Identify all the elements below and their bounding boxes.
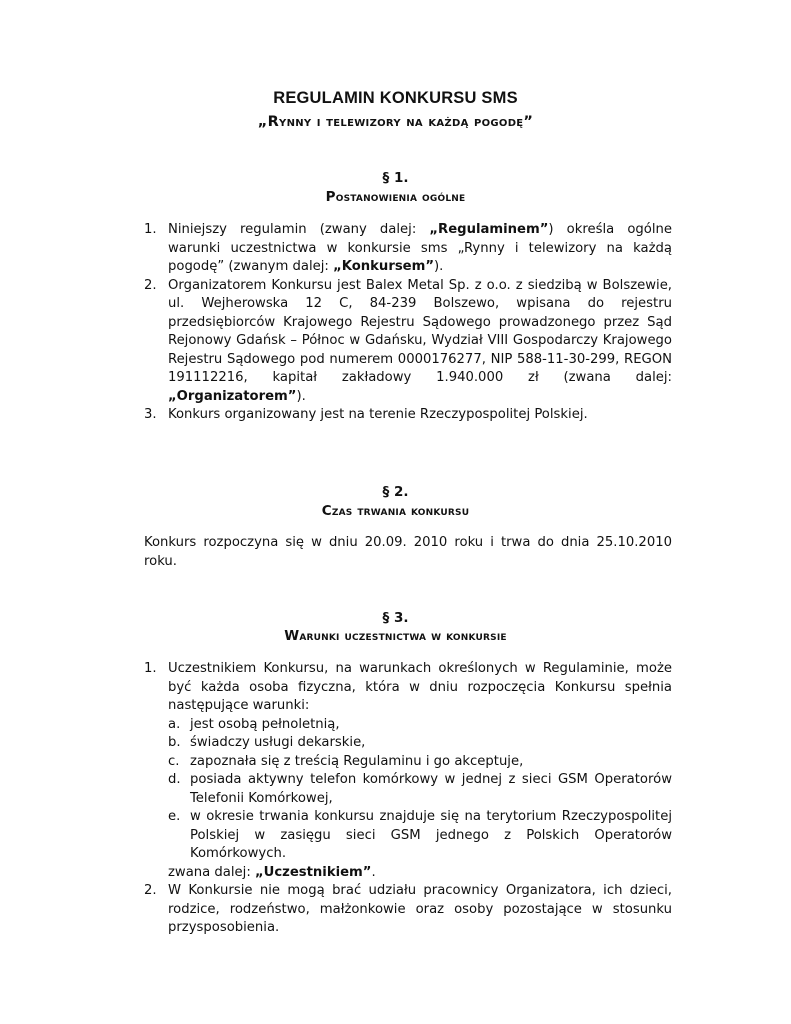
sub-list-item: d. posiada aktywny telefon komórkowy w jednej z sieci GSM Operatorów Telefonii Komórkowej, <box>168 772 672 806</box>
item-number: 1. <box>144 661 157 676</box>
section-3-list <box>144 660 672 938</box>
section-2-number: § 2. <box>382 484 409 500</box>
list-item: 2. Organizatorem Konkursu jest Balex Metal Sp. z o.o. z siedzibą w Bolszewie, ul. Wejherowska 12 C, 84-239 Bolszewo, wpisana do rejestru przedsiębiorców Krajowego Rejestru Sądowego prowadzonego przez Sąd Rejonowy Gdańsk – Północ w Gdańsku, Wydział VIII Gospodarczy Krajowego Rejestru Sądowego pod numerem 0000176277, NIP 588-11-30-299, REGON 191112216, kapitał zakładowy 1.940.000 zł (zwana dalej: „Organizatorem”). <box>144 277 672 404</box>
item-intro: Uczestnikiem Konkursu, na warunkach określonych w Regulaminie, może być każda osoba fizyczna, która w dniu rozpoczęcia Konkursu spełnia następujące warunki: <box>168 661 672 713</box>
conditions-list <box>168 716 672 864</box>
section-3-number: § 3. <box>382 610 409 626</box>
list-item: 1. Niniejszy regulamin (zwany dalej: „Regulaminem”) określa ogólne warunki uczestnictwa w konkursie sms „Rynny i telewizory na każdą pogodę” (zwanym dalej: „Konkursem”). <box>144 222 672 274</box>
section-2-text: Konkurs rozpoczyna się w dniu 20.09. 2010 roku i trwa do dnia 25.10.2010 roku. <box>144 535 672 569</box>
list-item: 2. W Konkursie nie mogą brać udziału pracownicy Organizatora, ich dzieci, rodzice, rodzeństwo, małżonkowie oraz osoby pozostające w stosunku przysposobienia. <box>144 883 672 935</box>
document-title: REGULAMIN KONKURSU SMS <box>273 89 518 107</box>
item-number: 3. <box>144 407 157 422</box>
section-1-list <box>144 221 672 425</box>
section-1-number: § 1. <box>382 170 409 186</box>
sub-list-item: c. zapoznała się z treścią Regulaminu i go akceptuje, <box>168 753 524 769</box>
section-1-heading: Postanowienia ogólne <box>325 189 466 205</box>
section-3-heading: Warunki uczestnictwa w konkursie <box>284 628 507 644</box>
item-outro: zwana dalej: „Uczestnikiem”. <box>168 864 376 880</box>
term-organizator: „Organizatorem” <box>168 388 297 404</box>
term-uczestnik: „Uczestnikiem” <box>254 864 372 880</box>
sub-list-item: e. w okresie trwania konkursu znajduje się na terytorium Rzeczypospolitej Polskiej w zasięgu sieci GSM jednego z Polskich Operatorów Komórkowych. <box>168 809 672 861</box>
list-item <box>144 660 672 882</box>
item-number: 2. <box>144 883 157 898</box>
item-number: 2. <box>144 277 157 293</box>
term-regulamin: „Regulaminem” <box>429 222 549 237</box>
sub-list-item: b. świadczy usługi dekarskie, <box>168 735 366 750</box>
document-subtitle: „Rynny i telewizory na każdą pogodę” <box>257 114 534 130</box>
term-konkurs: „Konkursem” <box>333 259 435 274</box>
section-2-heading: Czas trwania konkursu <box>321 503 470 519</box>
item-number: 1. <box>144 222 157 237</box>
list-item: 3. Konkurs organizowany jest na terenie Rzeczypospolitej Polskiej. <box>144 406 672 425</box>
sub-list-item: a. jest osobą pełnoletnią, <box>168 716 340 732</box>
